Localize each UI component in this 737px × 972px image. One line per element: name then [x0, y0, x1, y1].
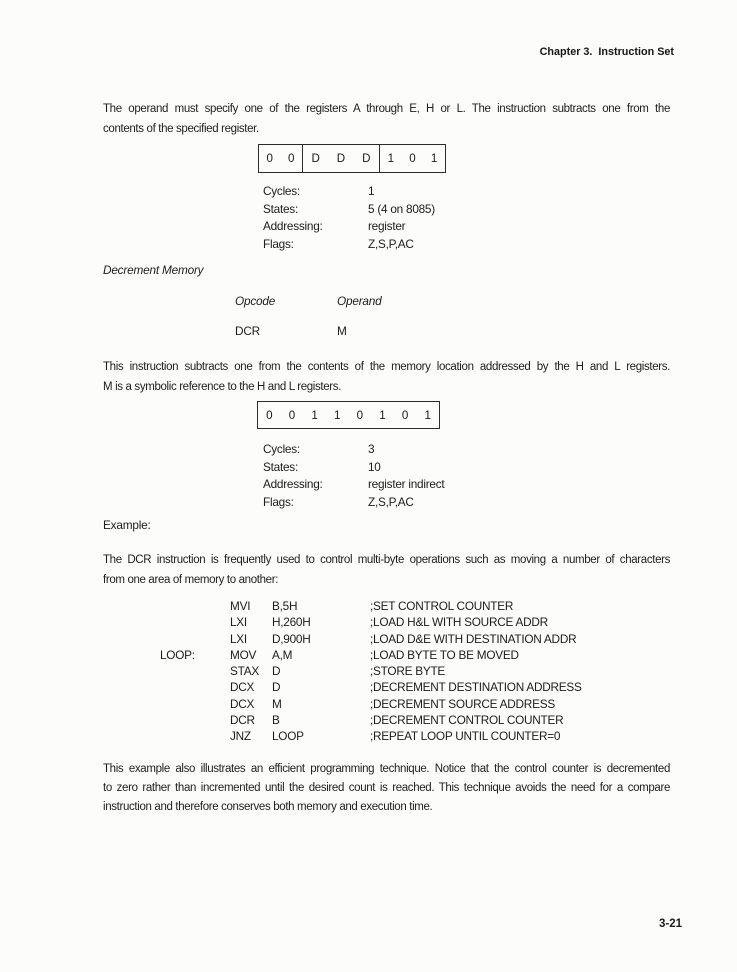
code-row	[160, 713, 582, 729]
bit-cell: D	[362, 152, 371, 165]
code-operand: A,M	[272, 647, 293, 662]
operand-column-header: Operand	[337, 294, 382, 308]
bit-cell: 1	[424, 408, 431, 422]
code-comment: ;LOAD BYTE TO BE MOVED	[370, 647, 519, 662]
bit-cell: 1	[430, 152, 438, 165]
spec-list	[263, 184, 435, 254]
example-heading: Example:	[103, 518, 151, 532]
spec-label: Flags:	[263, 236, 294, 251]
code-comment: ;LOAD H&L WITH SOURCE ADDR	[370, 615, 548, 630]
code-opcode: DCX	[230, 696, 255, 711]
example-paragraph	[103, 551, 670, 590]
opcode-operand-table	[235, 294, 382, 338]
spec-row	[263, 495, 444, 513]
operand-value: M	[337, 324, 347, 338]
code-label	[160, 615, 230, 631]
spec-row	[263, 219, 435, 237]
code-operand: H,260H	[272, 615, 311, 630]
code-opcode: DCX	[230, 680, 255, 695]
paragraph-line: M is a symbolic reference to the H and L registers.	[103, 380, 342, 393]
spec-value: Z,S,P,AC	[368, 494, 414, 509]
paragraph-line: The DCR instruction is frequently used to control multi-byte operations such as moving a number of characters	[103, 554, 670, 566]
code-opcode: LXI	[230, 631, 247, 646]
bit-group	[379, 145, 445, 172]
bit-group	[258, 402, 439, 428]
code-opcode: LXI	[230, 615, 247, 630]
code-operand: D,900H	[272, 631, 311, 646]
code-row	[160, 664, 582, 680]
code-operand: M	[272, 696, 282, 711]
spec-label: Flags:	[263, 494, 294, 509]
code-opcode: DCR	[230, 713, 255, 728]
chapter-header: Chapter 3. Instruction Set	[539, 46, 674, 58]
code-operand: D	[272, 664, 281, 679]
paragraph-line: instruction and therefore conserves both memory and execution time.	[103, 801, 433, 813]
spec-row	[263, 202, 435, 220]
spec-value: register indirect	[368, 477, 445, 491]
bit-cell: D	[336, 152, 346, 165]
spec-label: Cycles:	[263, 442, 300, 456]
code-operand: B	[272, 713, 280, 728]
code-row	[160, 648, 582, 664]
paragraph-line: This example also illustrates an efficient programming technique. Notice that the control counter is decremented	[103, 763, 670, 775]
page-number: 3-21	[659, 918, 683, 930]
opcode-column-header: Opcode	[235, 294, 276, 308]
code-label	[160, 697, 230, 713]
code-label	[160, 713, 230, 729]
opcode-value: DCR	[235, 324, 260, 338]
spec-label: Addressing:	[263, 477, 323, 491]
bit-cell: 1	[311, 408, 318, 422]
code-row	[160, 697, 582, 713]
spec-value: 5 (4 on 8085)	[368, 201, 435, 216]
spec-label: Addressing:	[263, 219, 323, 233]
code-label: LOOP:	[160, 647, 195, 662]
code-opcode: JNZ	[230, 729, 251, 744]
spec-value: 10	[368, 459, 381, 474]
spec-row	[263, 442, 444, 460]
code-label	[160, 729, 230, 745]
bit-cell: 0	[409, 152, 416, 165]
code-comment: ;DECREMENT CONTROL COUNTER	[370, 713, 564, 728]
spec-row	[263, 237, 435, 255]
bit-group	[259, 145, 302, 172]
code-label	[160, 632, 230, 648]
code-listing	[160, 599, 582, 746]
spec-label: States:	[263, 459, 298, 474]
bit-cell: 0	[266, 408, 273, 422]
bit-cell: 0	[356, 408, 364, 422]
code-comment: ;STORE BYTE	[370, 664, 446, 679]
code-comment: ;LOAD D&E WITH DESTINATION ADDR	[370, 631, 577, 646]
bit-cell: 0	[401, 408, 409, 422]
instruction-encoding-box-dcr-memory	[257, 401, 440, 429]
spec-row	[263, 184, 435, 202]
paragraph-line: The operand must specify one of the registers A through E, H or L. The instruction subtracts one from the	[103, 103, 670, 115]
spec-value: 1	[368, 184, 375, 198]
paragraph-line: to zero rather than incremented until the desired count is reached. This technique avoids the need for a compare	[103, 782, 670, 794]
code-operand: LOOP	[272, 729, 304, 744]
code-comment: ;SET CONTROL COUNTER	[370, 599, 514, 613]
code-row	[160, 680, 582, 696]
code-comment: ;REPEAT LOOP UNTIL COUNTER=0	[370, 729, 561, 744]
code-row	[160, 632, 582, 648]
code-opcode: MOV	[230, 647, 257, 662]
code-comment: ;DECREMENT SOURCE ADDRESS	[370, 696, 555, 711]
code-label	[160, 664, 230, 680]
spec-label: Cycles:	[263, 184, 300, 198]
bit-cell: D	[311, 152, 320, 165]
spec-row	[263, 477, 444, 495]
code-operand: B,5H	[272, 599, 298, 613]
spec-value: Z,S,P,AC	[368, 236, 414, 251]
paragraph-line: contents of the specified register.	[103, 122, 259, 135]
code-comment: ;DECREMENT DESTINATION ADDRESS	[370, 680, 582, 695]
spec-value: 3	[368, 442, 375, 456]
section-title: Decrement Memory	[103, 263, 204, 277]
bit-cell: 1	[379, 408, 386, 422]
code-row	[160, 615, 582, 631]
instruction-encoding-box-dcr-register	[258, 144, 446, 173]
code-opcode: STAX	[230, 664, 259, 679]
paragraph-line: from one area of memory to another:	[103, 573, 279, 586]
bit-cell: 1	[333, 408, 341, 422]
bit-cell: 1	[387, 152, 395, 165]
spec-value: register	[368, 219, 406, 233]
code-row	[160, 599, 582, 615]
bit-cell: 0	[266, 152, 273, 165]
code-label	[160, 599, 230, 615]
code-label	[160, 680, 230, 696]
memory-description-paragraph	[103, 358, 670, 397]
bit-group	[302, 145, 379, 172]
closing-paragraph	[103, 760, 670, 817]
code-opcode: MVI	[230, 599, 251, 613]
intro-paragraph	[103, 100, 670, 139]
code-operand: D	[272, 680, 281, 695]
spec-list	[263, 442, 444, 512]
bit-cell: 0	[288, 408, 296, 422]
spec-row	[263, 460, 444, 478]
bit-cell: 0	[288, 152, 295, 165]
paragraph-line: This instruction subtracts one from the contents of the memory location addressed by the H and L registers.	[103, 361, 670, 373]
spec-label: States:	[263, 201, 298, 216]
code-row	[160, 729, 582, 745]
